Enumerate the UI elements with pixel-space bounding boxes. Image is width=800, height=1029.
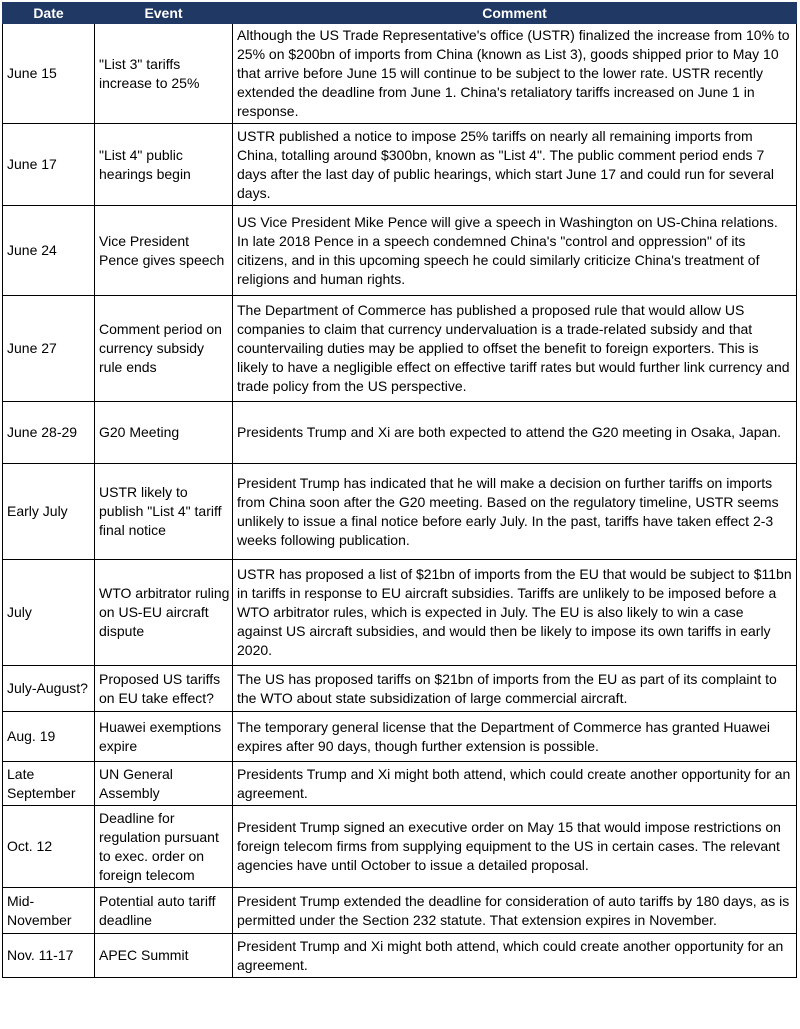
event-cell: Comment period on currency subsidy rule ends xyxy=(95,296,233,402)
date-cell: July-August? xyxy=(3,666,95,712)
comment-cell: The Department of Commerce has published a proposed rule that would allow US companies to claim that currency undervaluation is a trade-related subsidy and that countervailing duties may be applied to offset the benefit to foreign exporters. This is likely to have a negligible effect on effective tariff rates but would further link currency and trade policy from the US perspective. xyxy=(233,296,797,402)
table-row xyxy=(3,206,797,296)
date-cell: June 24 xyxy=(3,206,95,296)
date-cell: June 17 xyxy=(3,124,95,206)
event-cell: APEC Summit xyxy=(95,934,233,978)
date-cell: Aug. 19 xyxy=(3,712,95,762)
comment-cell: Presidents Trump and Xi are both expected to attend the G20 meeting in Osaka, Japan. xyxy=(233,402,797,464)
events-table-container xyxy=(2,2,798,978)
event-cell: G20 Meeting xyxy=(95,402,233,464)
event-cell: USTR likely to publish "List 4" tariff final notice xyxy=(95,464,233,560)
table-row xyxy=(3,762,797,806)
date-cell: Nov. 11-17 xyxy=(3,934,95,978)
date-cell: Late September xyxy=(3,762,95,806)
comment-cell: USTR published a notice to impose 25% tariffs on nearly all remaining imports from China, totalling around $300bn, known as "List 4". The public comment period ends 7 days after the last day of public hearings, which start June 17 and could run for several days. xyxy=(233,124,797,206)
table-row xyxy=(3,888,797,934)
event-cell: Vice President Pence gives speech xyxy=(95,206,233,296)
comment-cell: Presidents Trump and Xi might both attend, which could create another opportunity for an agreement. xyxy=(233,762,797,806)
date-cell: June 28-29 xyxy=(3,402,95,464)
table-row xyxy=(3,464,797,560)
comment-cell: The US has proposed tariffs on $21bn of imports from the EU as part of its complaint to the WTO about state subsidization of large commercial aircraft. xyxy=(233,666,797,712)
event-cell: Proposed US tariffs on EU take effect? xyxy=(95,666,233,712)
event-cell: "List 3" tariffs increase to 25% xyxy=(95,24,233,124)
header-event: Event xyxy=(95,3,233,24)
date-cell: Mid-November xyxy=(3,888,95,934)
table-row xyxy=(3,934,797,978)
event-cell: UN General Assembly xyxy=(95,762,233,806)
comment-cell: Although the US Trade Representative's office (USTR) finalized the increase from 10% to 25% on $200bn of imports from China (known as List 3), goods shipped prior to May 10 that arrive before June 15 will continue to be subject to the lower rate. USTR recently extended the deadline from June 1. China's retaliatory tariffs increased on June 1 in response. xyxy=(233,24,797,124)
table-row xyxy=(3,666,797,712)
event-cell: "List 4" public hearings begin xyxy=(95,124,233,206)
comment-cell: US Vice President Mike Pence will give a speech in Washington on US-China relations. In late 2018 Pence in a speech condemned China's "control and oppression" of its citizens, and in this upcoming speech he could similarly criticize China's treatment of religions and human rights. xyxy=(233,206,797,296)
comment-cell: President Trump has indicated that he will make a decision on further tariffs on imports from China soon after the G20 meeting. Based on the regulatory timeline, USTR seems unlikely to issue a final notice before early July. In the past, tariffs have taken effect 2-3 weeks following publication. xyxy=(233,464,797,560)
header-date: Date xyxy=(3,3,95,24)
table-row xyxy=(3,712,797,762)
comment-cell: President Trump and Xi might both attend, which could create another opportunity for an agreement. xyxy=(233,934,797,978)
comment-cell: The temporary general license that the Department of Commerce has granted Huawei expires after 90 days, though further extension is possible. xyxy=(233,712,797,762)
table-row xyxy=(3,560,797,666)
date-cell: Early July xyxy=(3,464,95,560)
table-header-row xyxy=(3,3,797,24)
comment-cell: President Trump signed an executive order on May 15 that would impose restrictions on foreign telecom firms from supplying equipment to the US in certain cases. The relevant agencies have until October to issue a detailed proposal. xyxy=(233,806,797,888)
trade-events-table xyxy=(2,2,797,978)
date-cell: July xyxy=(3,560,95,666)
event-cell: Huawei exemptions expire xyxy=(95,712,233,762)
event-cell: Deadline for regulation pursuant to exec. order on foreign telecom xyxy=(95,806,233,888)
date-cell: June 27 xyxy=(3,296,95,402)
table-row xyxy=(3,402,797,464)
comment-cell: President Trump extended the deadline for consideration of auto tariffs by 180 days, as is permitted under the Section 232 statute. That extension expires in November. xyxy=(233,888,797,934)
table-row xyxy=(3,24,797,124)
header-comment: Comment xyxy=(233,3,797,24)
comment-cell: USTR has proposed a list of $21bn of imports from the EU that would be subject to $11bn in tariffs in response to EU aircraft subsidies. Tariffs are unlikely to be imposed before a WTO arbitrator rules, which is expected in July. The EU is also likely to win a case against US aircraft subsidies, and would then be likely to impose its own tariffs in early 2020. xyxy=(233,560,797,666)
table-row xyxy=(3,296,797,402)
event-cell: Potential auto tariff deadline xyxy=(95,888,233,934)
table-row xyxy=(3,124,797,206)
date-cell: Oct. 12 xyxy=(3,806,95,888)
table-row xyxy=(3,806,797,888)
event-cell: WTO arbitrator ruling on US-EU aircraft dispute xyxy=(95,560,233,666)
date-cell: June 15 xyxy=(3,24,95,124)
